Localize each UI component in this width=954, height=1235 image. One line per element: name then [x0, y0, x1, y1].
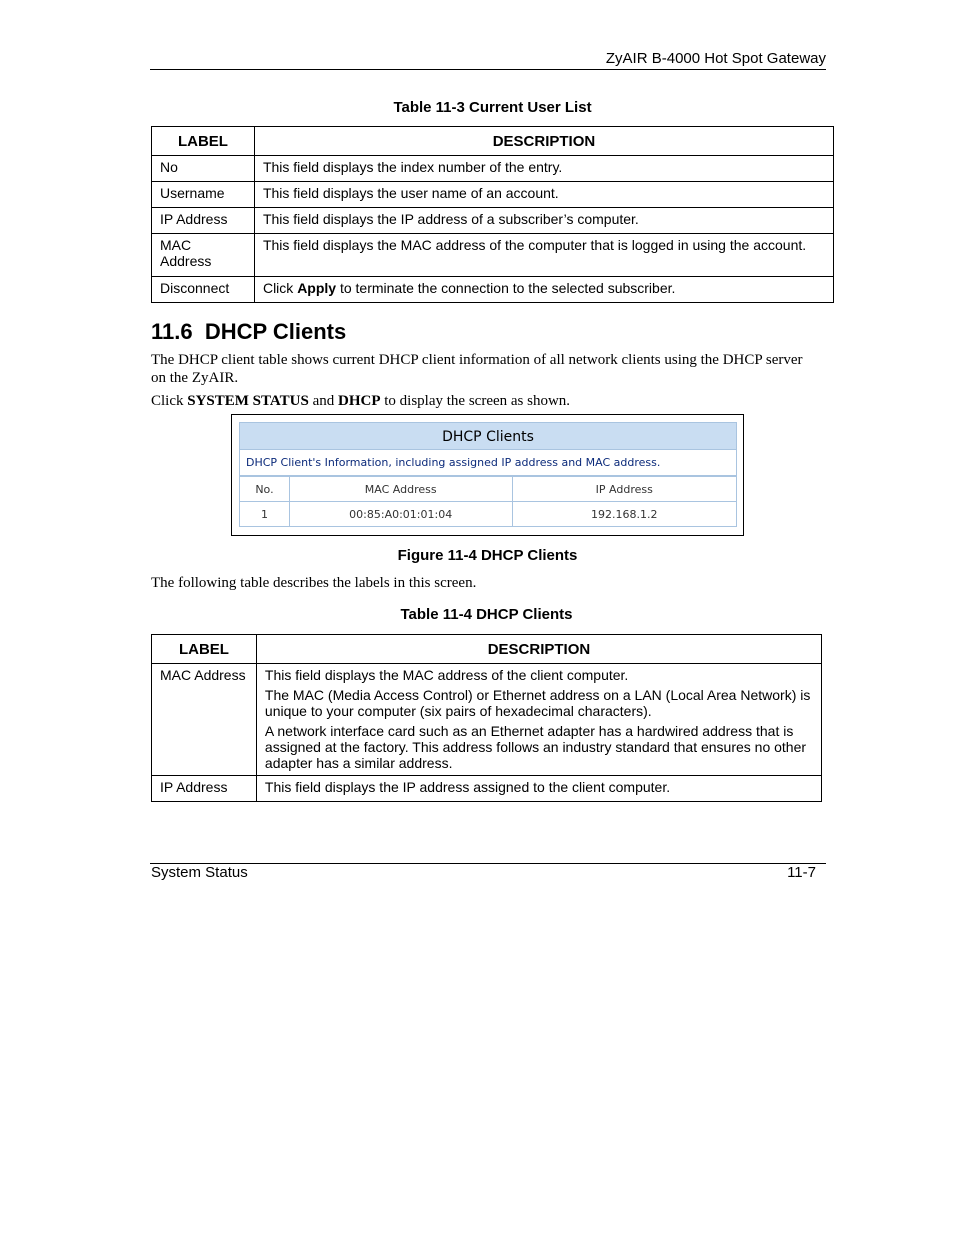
footer-section: System Status [151, 864, 248, 881]
table-caption: Table 11-4 DHCP Clients [400, 606, 573, 623]
running-header: ZyAIR B-4000 Hot Spot Gateway [605, 50, 826, 67]
row-description: This field displays the user name of an account. [254, 182, 833, 208]
table-row [152, 234, 834, 277]
following-paragraph: The following table describes the labels in this screen. [151, 575, 477, 591]
column-header-description: DESCRIPTION [256, 635, 821, 664]
row-label: No [152, 156, 255, 182]
dhcp-clients-screen [239, 422, 737, 527]
table-caption: Table 11-3 Current User List [393, 99, 592, 116]
current-user-list-table [151, 126, 834, 303]
column-header-no: No. [240, 477, 290, 502]
table-row [152, 182, 834, 208]
table-row [152, 277, 834, 303]
dhcp-clients-figure [231, 414, 744, 536]
row-label: IP Address [152, 776, 257, 802]
dhcp-clients-table [151, 634, 822, 802]
cell-no: 1 [240, 502, 290, 527]
cell-ip-address: 192.168.1.2 [512, 502, 737, 527]
header-rule [150, 69, 826, 70]
table-row [152, 208, 834, 234]
screen-title: DHCP Clients [239, 422, 737, 450]
column-header-label: LABEL [152, 635, 257, 664]
column-header-mac-address: MAC Address [289, 477, 512, 502]
column-header-label: LABEL [152, 127, 255, 156]
row-description: This field displays the MAC address of the computer that is logged in using the account. [254, 234, 833, 277]
row-label: MAC Address [152, 664, 257, 776]
row-label: Disconnect [152, 277, 255, 303]
screen-description: DHCP Client's Information, including assigned IP address and MAC address. [239, 450, 737, 476]
footer-rule [150, 863, 826, 864]
section-title: 11.6 DHCP Clients [151, 319, 347, 344]
table-row [152, 156, 834, 182]
cell-mac-address: 00:85:A0:01:01:04 [289, 502, 512, 527]
row-description: This field displays the MAC address of the client computer. The MAC (Media Access Control) or Ethernet address on a LAN (Local Area Network) is unique to your computer (six pairs of hexadecimal characters). A network interface card such as an Ethernet adapter has a hardwired address that is assigned at the factory. This address follows an industry standard that ensures no other adapter has a similar address. [256, 664, 821, 776]
table-row [152, 776, 822, 802]
row-label: IP Address [152, 208, 255, 234]
table-row [240, 502, 737, 527]
column-header-description: DESCRIPTION [254, 127, 833, 156]
row-description: This field displays the IP address of a subscriber’s computer. [254, 208, 833, 234]
row-label: Username [152, 182, 255, 208]
intro-paragraph: The DHCP client table shows current DHCP client information of all network clients using the DHCP server on the ZyAIR. [151, 352, 803, 386]
click-instruction: Click SYSTEM STATUS and DHCP to display the screen as shown. [151, 393, 571, 409]
row-description: This field displays the index number of the entry. [254, 156, 833, 182]
row-label: MAC Address [152, 234, 255, 277]
dhcp-client-table [239, 476, 737, 527]
figure-caption: Figure 11-4 DHCP Clients [397, 547, 578, 564]
row-description: This field displays the IP address assigned to the client computer. [256, 776, 821, 802]
row-description: Click Apply to terminate the connection to the selected subscriber. [254, 277, 833, 303]
column-header-ip-address: IP Address [512, 477, 737, 502]
page-number: 11-7 [787, 864, 816, 881]
table-row [152, 664, 822, 776]
